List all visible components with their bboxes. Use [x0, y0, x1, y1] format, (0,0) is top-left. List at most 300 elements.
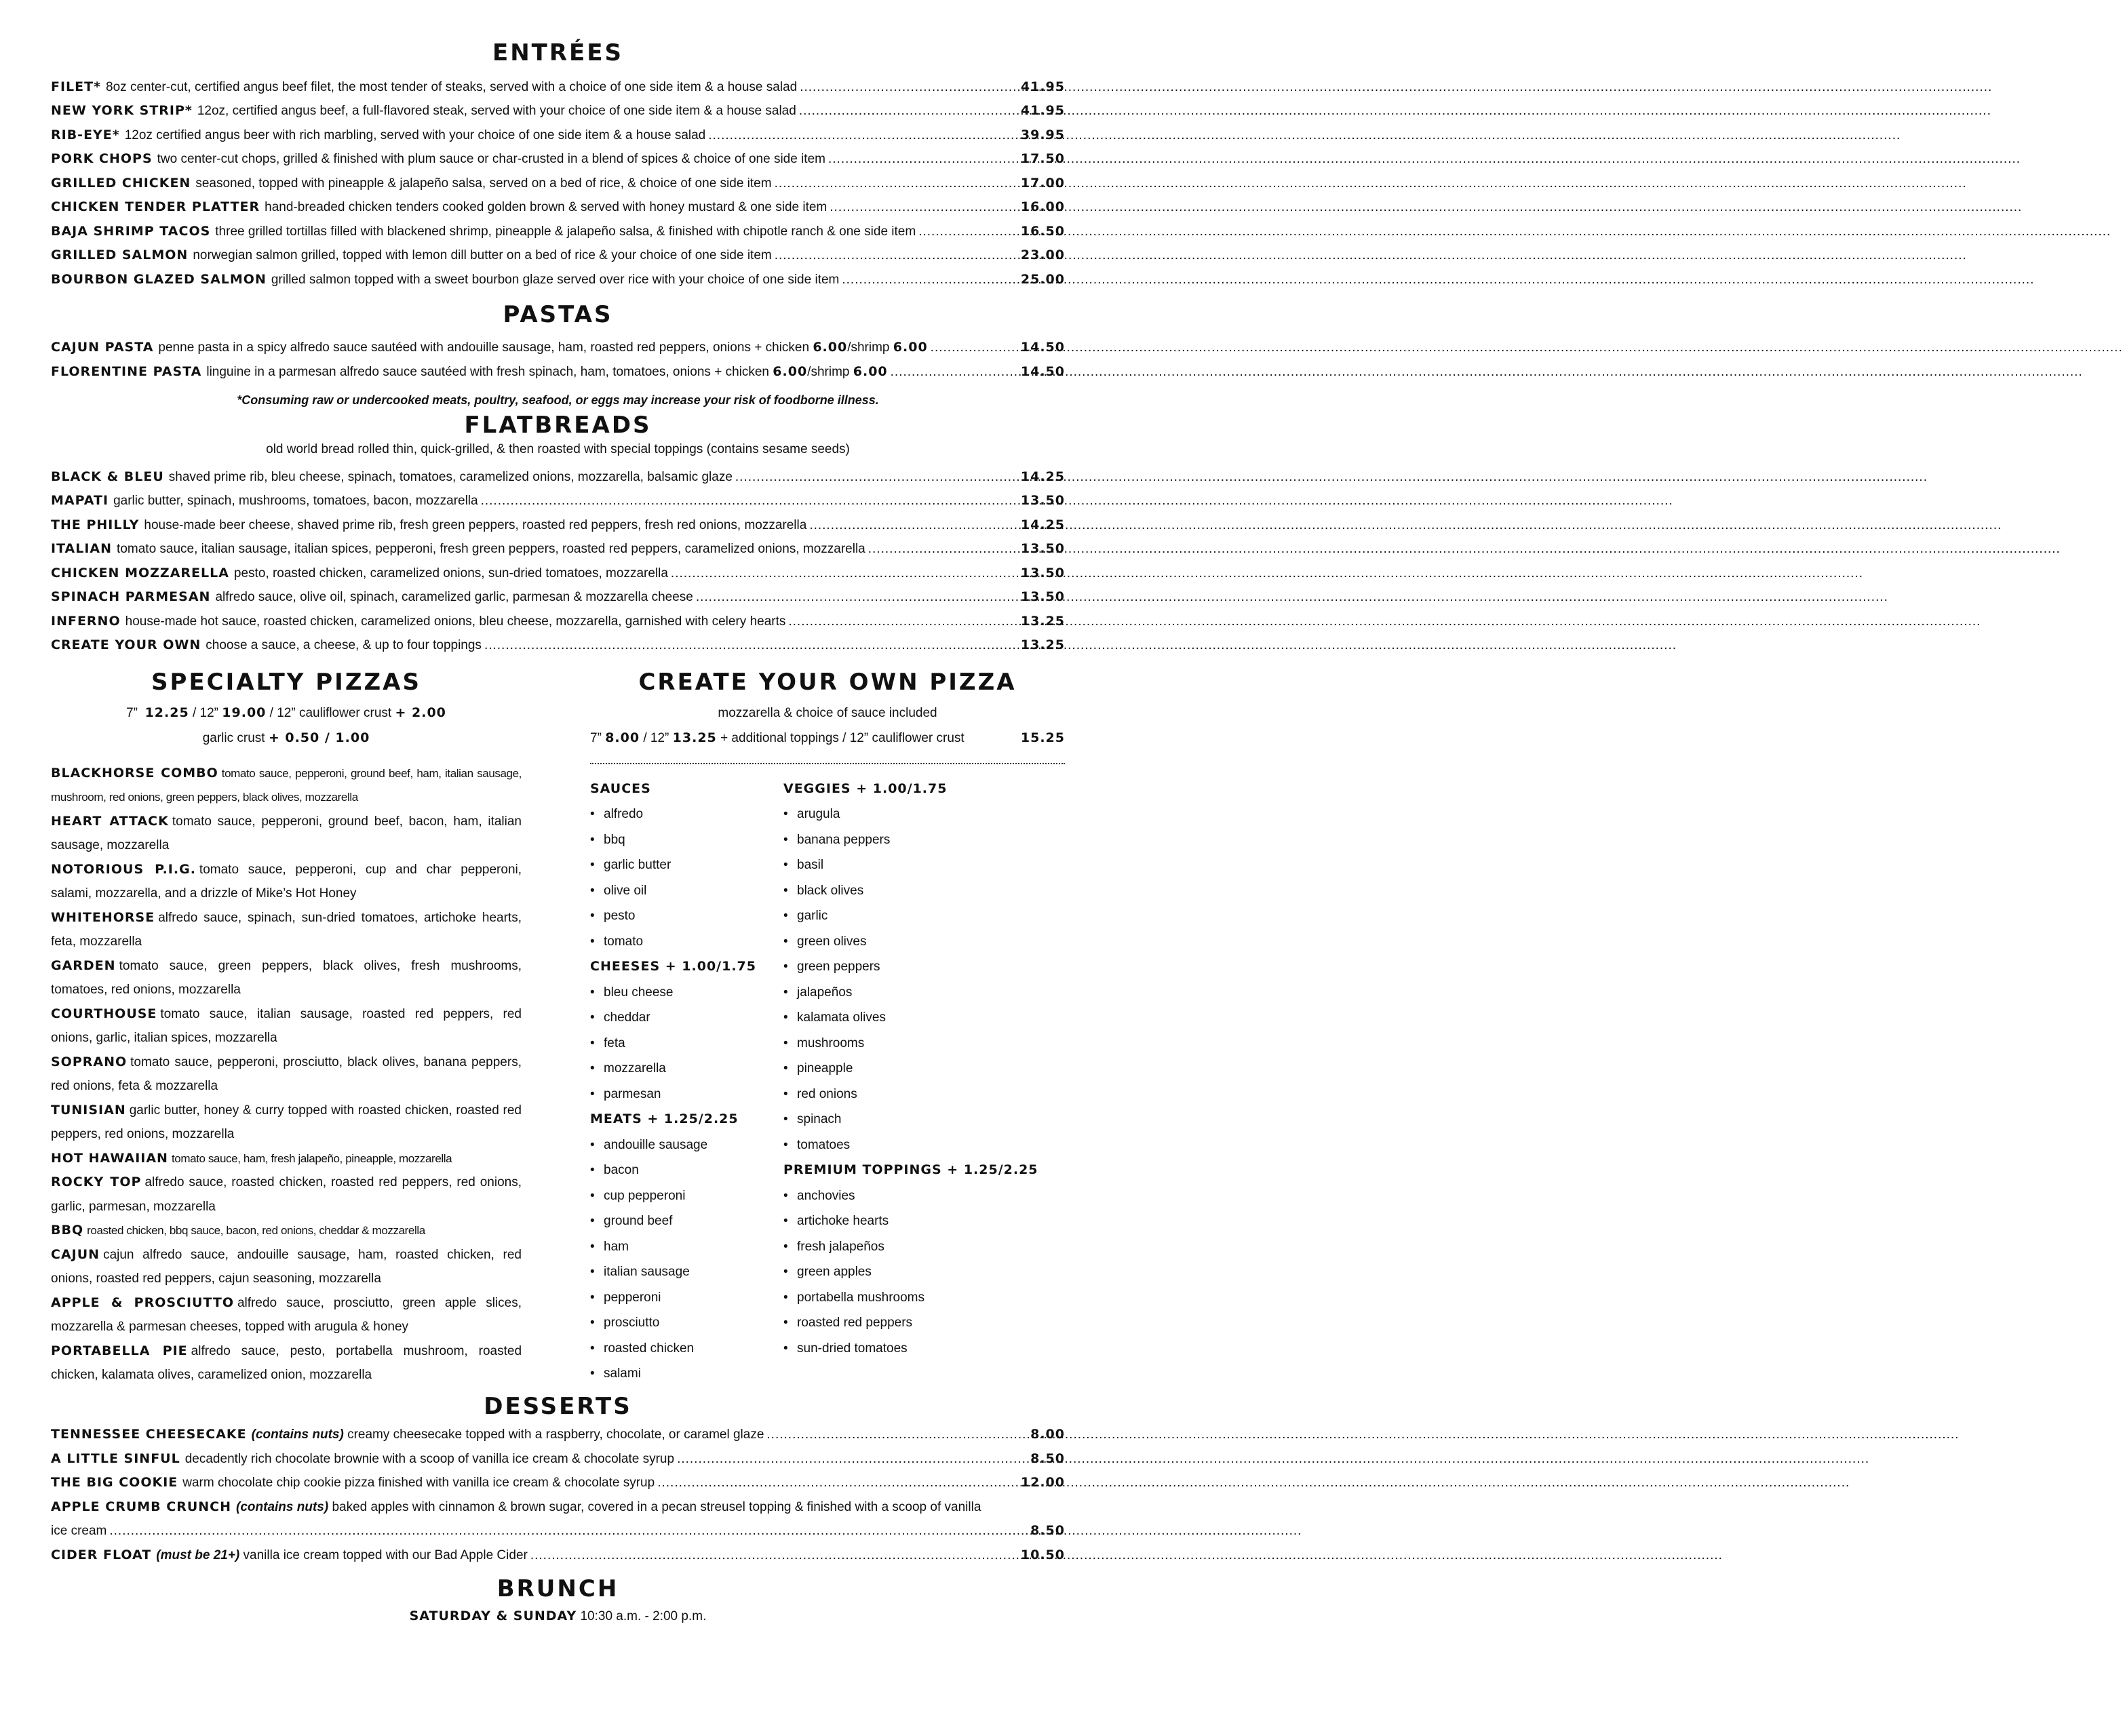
dot-leader: [766, 1423, 1028, 1447]
option-label: garlic: [797, 909, 828, 924]
item-note: (must be 21+): [156, 1547, 240, 1562]
list-item: • ham: [590, 1239, 629, 1254]
size-small: 7”: [126, 705, 138, 720]
item-price: 13.50: [1020, 493, 1065, 509]
item-name: TUNISIAN: [51, 1102, 126, 1118]
list-item: • parmesan: [590, 1086, 661, 1101]
option-label: mozzarella: [604, 1061, 666, 1076]
option-label: alfredo: [604, 807, 644, 822]
option-label: portabella mushrooms: [797, 1290, 924, 1305]
option-label: pepperoni: [604, 1290, 661, 1305]
item-desc: seasoned, topped with pineapple & jalapeño salsa, served on a bed of rice, & choice of one side item: [195, 176, 772, 191]
item-price: 10.50: [1020, 1547, 1065, 1562]
option-label: spinach: [797, 1112, 842, 1127]
option-label: tomatoes: [797, 1137, 851, 1152]
flatbreads-list: [51, 465, 1065, 658]
list-item: [51, 123, 1065, 148]
item-price: 14.50: [1020, 340, 1065, 355]
list-item: • roasted red peppers: [783, 1316, 913, 1330]
item-price: 16.50: [1020, 223, 1065, 239]
list-item: [51, 954, 522, 1002]
brunch-time: 10:30 a.m. - 2:00 p.m.: [580, 1609, 707, 1624]
cyo-column-a: [590, 776, 783, 1387]
list-item: [51, 268, 1065, 292]
item-price: 13.25: [1020, 613, 1065, 629]
dot-leader: [484, 633, 1018, 658]
addon-label: /shrimp: [807, 364, 850, 379]
item-desc: norwegian salmon grilled, topped with lemon dill butter on a bed of rice & your choice of one side item: [193, 248, 772, 263]
item-desc: house-made hot sauce, roasted chicken, caramelized onions, bleu cheese, mozzarella, garnished with celery hearts: [125, 614, 786, 629]
list-item: [51, 1099, 522, 1147]
item-desc: tomato sauce, ham, fresh jalapeño, pineapple, mozzarella: [171, 1151, 452, 1165]
item-name: PORK CHOPS: [51, 151, 153, 167]
list-item: [51, 810, 522, 858]
option-label: ham: [604, 1239, 629, 1254]
list-item: • mozzarella: [590, 1061, 666, 1076]
option-label: ground beef: [604, 1214, 673, 1229]
list-item: • kalamata olives: [783, 1010, 886, 1025]
list-item: • tomatoes: [783, 1137, 851, 1152]
option-label: italian sausage: [604, 1265, 690, 1280]
item-name: BOURBON GLAZED SALMON: [51, 271, 267, 287]
item-price: 14.25: [1020, 469, 1065, 484]
cauliflower-price: 15.25: [1020, 730, 1065, 745]
item-name: GARDEN: [51, 958, 116, 973]
item-name: APPLE CRUMB CRUNCH: [51, 1499, 232, 1514]
cauliflower-price: + 2.00: [395, 705, 446, 720]
option-label: anchovies: [797, 1188, 855, 1203]
item-note: (contains nuts): [236, 1499, 329, 1514]
item-desc: tomato sauce, green peppers, black olives, fresh mushrooms, tomatoes, red onions, mozzarella: [51, 958, 522, 998]
list-item: • feta: [590, 1035, 625, 1050]
option-label: prosciutto: [604, 1316, 660, 1330]
brunch-title: BRUNCH: [496, 1575, 619, 1603]
flatbreads-subtitle: old world bread rolled thin, quick-grilled, & then roasted with special toppings (contains sesame seeds): [266, 441, 850, 456]
item-desc: hand-breaded chicken tenders cooked golden brown & served with honey mustard & one side item: [265, 200, 827, 215]
list-item: [51, 1447, 1065, 1472]
item-name: BBQ: [51, 1223, 84, 1238]
item-desc: ice cream: [51, 1524, 107, 1539]
list-item: [51, 1471, 1065, 1495]
list-item: • salami: [590, 1366, 641, 1381]
item-desc: tomato sauce, italian sausage, roasted red peppers, red onions, garlic, italian spices, mozzarella: [51, 1006, 522, 1046]
list-item: • red onions: [783, 1086, 857, 1101]
item-price: 13.50: [1020, 589, 1065, 605]
dot-leader: [828, 147, 1018, 172]
item-name: TENNESSEE CHEESECAKE: [51, 1427, 247, 1442]
item-name: WHITEHORSE: [51, 909, 155, 925]
option-label: basil: [797, 858, 824, 873]
list-item: [51, 585, 1065, 610]
dot-leader: [775, 172, 1018, 196]
list-item: • ground beef: [590, 1214, 673, 1229]
item-price: 16.00: [1020, 199, 1065, 215]
desserts-list: [51, 1423, 1065, 1567]
item-name: ITALIAN: [51, 541, 113, 557]
garlic-label: garlic crust: [202, 730, 265, 745]
list-item: [51, 99, 1065, 123]
item-desc: garlic butter, spinach, mushrooms, tomatoes, bacon, mozzarella: [113, 494, 478, 509]
list-item: [51, 906, 522, 954]
garlic-crust-pricing: [51, 726, 522, 751]
cyo-column-b: [783, 776, 1065, 1387]
list-item: [51, 610, 1065, 634]
option-label: pineapple: [797, 1061, 853, 1076]
list-item: • bleu cheese: [590, 985, 674, 1000]
item-desc: two center-cut chops, grilled & finished with plum sauce or char-crusted in a blend of spices & choice of one side item: [157, 152, 825, 167]
item-name: NEW YORK STRIP*: [51, 103, 193, 119]
item-desc: decadently rich chocolate brownie with a scoop of vanilla ice cream & chocolate syrup: [184, 1451, 675, 1466]
list-item: [51, 1147, 522, 1171]
pasta-desc: linguine in a parmesan alfredo sauce sautéed with fresh spinach, ham, tomatoes, onions: [206, 364, 711, 379]
veggies-label: VEGGIES + 1.00/1.75: [783, 781, 948, 796]
item-name: FILET*: [51, 79, 102, 94]
item-name: CHICKEN TENDER PLATTER: [51, 199, 260, 215]
item-name: CAJUN PASTA: [51, 340, 154, 355]
item-name: PORTABELLA PIE: [51, 1343, 188, 1358]
cyo-options: [590, 776, 1065, 1387]
dot-leader: [481, 489, 1018, 513]
list-item: • pineapple: [783, 1061, 853, 1076]
item-name: GRILLED SALMON: [51, 248, 189, 263]
option-label: roasted chicken: [604, 1341, 695, 1356]
item-price: 12.00: [1020, 1475, 1065, 1491]
list-item: • jalapeños: [783, 985, 853, 1000]
create-your-own-pizza: [590, 669, 1065, 1387]
list-item: • artichoke hearts: [783, 1214, 889, 1229]
list-item: • green peppers: [783, 960, 880, 974]
cauliflower-label: / 12” cauliflower crust: [269, 705, 392, 720]
list-item: • arugula: [783, 807, 840, 822]
item-desc: three grilled tortillas filled with blackened shrimp, pineapple & jalapeño salsa, & finished with chipotle ranch & one side item: [215, 224, 916, 239]
item-desc: 8oz center-cut, certified angus beef filet, the most tender of steaks, served with a choice of one side item & a house salad: [106, 79, 798, 94]
item-price: 13.25: [1020, 637, 1065, 653]
item-desc: roasted chicken, bbq sauce, bacon, red onions, cheddar & mozzarella: [87, 1224, 425, 1238]
list-item: [51, 336, 1065, 360]
item-desc: warm chocolate chip cookie pizza finished with vanilla ice cream & chocolate syrup: [182, 1476, 655, 1491]
list-item: • italian sausage: [590, 1265, 690, 1280]
list-item: [51, 172, 1065, 196]
item-desc-text: creamy cheesecake topped with a raspberry, chocolate, or caramel glaze: [347, 1427, 764, 1442]
item-name: GRILLED CHICKEN: [51, 175, 191, 191]
list-item: [51, 195, 1065, 220]
dot-leader: [918, 220, 1018, 244]
item-price: 23.00: [1020, 248, 1065, 263]
cyo-size-pricing: [590, 726, 965, 751]
price-large: 13.25: [672, 730, 717, 745]
list-item: [51, 465, 1065, 490]
item-desc: choose a sauce, a cheese, & up to four toppings: [206, 638, 482, 653]
list-item: [51, 858, 522, 906]
item-price: 17.50: [1020, 151, 1065, 167]
list-item: [51, 513, 1065, 538]
list-item: [51, 1339, 522, 1387]
list-item: • bacon: [590, 1163, 639, 1178]
option-label: roasted red peppers: [797, 1316, 913, 1330]
dot-leader: [708, 123, 1018, 148]
item-name: HOT HAWAIIAN: [51, 1150, 168, 1166]
dot-leader: [809, 513, 1018, 538]
list-item: [51, 489, 1065, 513]
list-item: [51, 75, 1065, 100]
list-item: [51, 561, 1065, 586]
dot-leader: [891, 360, 1018, 384]
item-price: 14.25: [1020, 517, 1065, 532]
list-item: • cup pepperoni: [590, 1188, 686, 1203]
item-desc: grilled salmon topped with a sweet bourbon glaze served over rice with your choice of one side item: [271, 272, 840, 287]
dot-leader: [799, 99, 1018, 123]
list-item: • banana peppers: [783, 832, 891, 847]
list-item: • portabella mushrooms: [783, 1290, 924, 1305]
item-price: 8.50: [1030, 1523, 1065, 1539]
list-item: • roasted chicken: [590, 1341, 695, 1356]
dot-leader: [931, 336, 1018, 360]
dot-leader: [868, 537, 1018, 561]
option-label: red onions: [797, 1086, 857, 1101]
option-label: green apples: [797, 1265, 872, 1280]
item-desc: alfredo sauce, pesto, portabella mushroom, roasted chicken, kalamata olives, caramelized onion, mozzarella: [51, 1343, 522, 1383]
food-safety-notice: *Consuming raw or undercooked meats, poultry, seafood, or eggs may increase your risk of foodborne illness.: [237, 393, 879, 408]
item-name: BAJA SHRIMP TACOS: [51, 223, 211, 239]
item-desc-text: vanilla ice cream topped with our Bad Apple Cider: [243, 1547, 528, 1562]
flatbreads-title: FLATBREADS: [464, 412, 652, 439]
size-large: / 12”: [192, 705, 218, 720]
list-item: • garlic butter: [590, 858, 671, 873]
list-item: • anchovies: [783, 1188, 855, 1203]
pastas-title: PASTAS: [503, 301, 613, 329]
size-large: / 12”: [643, 730, 669, 745]
item-desc: [158, 336, 927, 360]
item-desc: tomato sauce, pepperoni, ground beef, bacon, ham, italian sausage, mozzarella: [51, 814, 522, 853]
list-item: [51, 360, 1065, 384]
list-item: [51, 147, 1065, 172]
addon-label: + chicken: [754, 340, 810, 355]
item-desc: [206, 360, 887, 384]
entrees-list: [51, 75, 1065, 292]
option-label: pesto: [604, 909, 636, 924]
entrees-title: ENTRÉES: [492, 39, 623, 66]
option-label: arugula: [797, 807, 840, 822]
price-small: 8.00: [605, 730, 640, 745]
list-item: • green apples: [783, 1265, 872, 1280]
size-small: 7”: [590, 730, 602, 745]
list-item: [51, 1243, 522, 1291]
dot-leader: [671, 561, 1018, 586]
item-desc: alfredo sauce, spinach, sun-dried tomatoes, artichoke hearts, feta, mozzarella: [51, 910, 522, 949]
dot-leader: [657, 1471, 1018, 1495]
list-item: • fresh jalapeños: [783, 1239, 884, 1254]
item-desc: alfredo sauce, roasted chicken, roasted red peppers, red onions, garlic, parmesan, mozzarella: [51, 1175, 522, 1214]
item-name: MAPATI: [51, 493, 109, 509]
item-desc: 12oz, certified angus beef, a full-flavored steak, served with your choice of one side item & a house salad: [197, 104, 796, 119]
garlic-price: + 0.50 / 1.00: [268, 730, 370, 745]
item-desc: tomato sauce, italian sausage, italian spices, pepperoni, fresh green peppers, roasted red peppers, caramelized onions, mozzarella: [117, 542, 865, 557]
list-item: [51, 1219, 522, 1243]
option-label: artichoke hearts: [797, 1214, 889, 1229]
option-label: fresh jalapeños: [797, 1239, 884, 1254]
cyo-subtitle: mozzarella & choice of sauce included: [718, 705, 937, 720]
item-price: 13.50: [1020, 541, 1065, 557]
item-desc: house-made beer cheese, shaved prime rib, fresh green peppers, roasted red peppers, fresh red onions, mozzarella: [144, 517, 807, 532]
option-label: bbq: [604, 832, 625, 847]
item-desc: [252, 1423, 764, 1447]
list-item: • cheddar: [590, 1010, 650, 1025]
list-item: • bbq: [590, 832, 625, 847]
option-label: bleu cheese: [604, 985, 674, 1000]
option-label: olive oil: [604, 883, 647, 898]
addon-price: 6.00: [893, 340, 928, 355]
list-item: [51, 762, 522, 810]
option-label: parmesan: [604, 1086, 661, 1101]
option-label: andouille sausage: [604, 1137, 708, 1152]
list-item: • basil: [783, 858, 824, 873]
price-large: 19.00: [222, 705, 267, 720]
item-name: BLACK & BLEU: [51, 469, 164, 484]
item-name: BLACKHORSE COMBO: [51, 765, 218, 781]
option-label: tomato: [604, 934, 644, 949]
list-item: [51, 1050, 522, 1099]
item-price: 8.50: [1030, 1451, 1065, 1466]
item-name: CAJUN: [51, 1246, 100, 1262]
list-item-continued: [51, 1519, 1065, 1543]
item-price: 25.00: [1020, 271, 1065, 287]
item-name: CREATE YOUR OWN: [51, 637, 201, 653]
item-name: NOTORIOUS P.I.G.: [51, 861, 196, 877]
addon-label: + chicken: [714, 364, 769, 379]
option-label: sun-dried tomatoes: [797, 1341, 908, 1356]
cyo-pricing: [590, 726, 1065, 751]
dot-leader: [775, 243, 1018, 268]
list-item: [51, 633, 1065, 658]
option-label: green peppers: [797, 960, 880, 974]
list-item: [51, 1291, 522, 1339]
option-label: banana peppers: [797, 832, 891, 847]
item-name: FLORENTINE PASTA: [51, 363, 202, 379]
item-desc: 12oz certified angus beer with rich marbling, served with your choice of one side item & a house salad: [124, 127, 706, 142]
item-price: 41.95: [1020, 103, 1065, 119]
option-label: cup pepperoni: [604, 1188, 686, 1203]
dot-leader: [677, 1447, 1028, 1472]
meats-label: MEATS + 1.25/2.25: [590, 1111, 739, 1127]
dot-leader: [109, 1519, 1028, 1543]
item-name: SOPRANO: [51, 1054, 128, 1069]
premium-label: PREMIUM TOPPINGS + 1.25/2.25: [783, 1162, 1038, 1178]
list-item: [51, 243, 1065, 268]
list-item: [51, 1170, 522, 1219]
option-label: cheddar: [604, 1010, 650, 1025]
list-item: • alfredo: [590, 807, 644, 822]
specialty-pizzas: [51, 669, 522, 1387]
item-name: RIB-EYE*: [51, 127, 120, 142]
item-desc-text: baked apples with cinnamon & brown sugar, covered in a pecan streusel topping & finished with a scoop of vanilla: [332, 1499, 981, 1514]
dot-leader: [788, 610, 1018, 634]
cyo-title: CREATE YOUR OWN PIZZA: [638, 668, 1017, 696]
item-desc: [156, 1543, 528, 1568]
item-name: A LITTLE SINFUL: [51, 1451, 180, 1466]
item-name: CHICKEN MOZZARELLA: [51, 565, 229, 580]
list-item: [51, 537, 1065, 561]
additional-label: + additional toppings / 12” cauliflower crust: [720, 730, 965, 745]
list-item: [51, 1002, 522, 1050]
item-name: COURTHOUSE: [51, 1006, 157, 1021]
brunch-days: SATURDAY & SUNDAY: [409, 1609, 577, 1624]
pasta-desc: penne pasta in a spicy alfredo sauce sautéed with andouille sausage, ham, roasted red peppers, onions: [158, 340, 751, 355]
dot-leader: [800, 75, 1018, 100]
specialty-list: [51, 762, 522, 1387]
pizza-section: [51, 669, 1065, 1387]
desserts-section: [51, 1393, 1065, 1568]
option-label: kalamata olives: [797, 1010, 886, 1025]
list-item: [51, 220, 1065, 244]
divider: [590, 751, 1065, 764]
specialty-title: SPECIALTY PIZZAS: [151, 668, 421, 696]
pastas-list: [51, 336, 1065, 384]
dot-leader: [530, 1543, 1018, 1568]
item-name: THE PHILLY: [51, 517, 140, 532]
list-item: [51, 1495, 1065, 1520]
option-label: bacon: [604, 1163, 639, 1178]
item-desc: [236, 1495, 981, 1520]
option-label: green olives: [797, 934, 867, 949]
addon-label: /shrimp: [847, 340, 890, 355]
item-desc: alfredo sauce, prosciutto, green apple slices, mozzarella & parmesan cheeses, topped with arugula & honey: [51, 1295, 522, 1335]
list-item: [51, 1423, 1065, 1447]
list-item: • pesto: [590, 909, 636, 924]
item-name: CIDER FLOAT: [51, 1547, 152, 1562]
list-item: • garlic: [783, 909, 828, 924]
price-small: 12.25: [144, 705, 189, 720]
list-item: • tomato: [590, 934, 644, 949]
item-name: APPLE & PROSCIUTTO: [51, 1295, 234, 1310]
item-desc: tomato sauce, pepperoni, cup and char pepperoni, salami, mozzarella, and a drizzle of Mike’s Hot Honey: [51, 862, 522, 901]
list-item: • andouille sausage: [590, 1137, 708, 1152]
item-desc: shaved prime rib, bleu cheese, spinach, tomatoes, caramelized onions, mozzarella, balsamic glaze: [168, 469, 733, 484]
item-price: 17.00: [1020, 175, 1065, 191]
option-label: mushrooms: [797, 1035, 865, 1050]
item-price: 41.95: [1020, 79, 1065, 94]
item-desc: alfredo sauce, olive oil, spinach, caramelized garlic, parmesan & mozzarella cheese: [215, 590, 693, 605]
addon-price: 6.00: [773, 363, 808, 379]
option-label: salami: [604, 1366, 641, 1381]
desserts-title: DESSERTS: [484, 1392, 632, 1420]
item-price: 39.95: [1020, 127, 1065, 142]
sauces-label: SAUCES: [590, 781, 651, 796]
item-name: SPINACH PARMESAN: [51, 589, 211, 605]
option-label: black olives: [797, 883, 864, 898]
specialty-pricing: [51, 701, 522, 726]
item-name: THE BIG COOKIE: [51, 1475, 178, 1491]
item-price: 14.50: [1020, 363, 1065, 379]
item-price: 13.50: [1020, 565, 1065, 580]
list-item: • black olives: [783, 883, 864, 898]
item-desc: tomato sauce, pepperoni, ground beef, ham, italian sausage, mushroom, red onions, green peppers, black olives, mozzarella: [51, 766, 522, 804]
item-desc: pesto, roasted chicken, caramelized onions, sun-dried tomatoes, mozzarella: [233, 566, 668, 580]
option-label: garlic butter: [604, 858, 671, 873]
cheeses-label: CHEESES + 1.00/1.75: [590, 959, 756, 974]
list-item: • mushrooms: [783, 1035, 865, 1050]
item-name: ROCKY TOP: [51, 1175, 142, 1190]
dot-leader: [735, 465, 1018, 490]
item-name: INFERNO: [51, 613, 121, 629]
item-note: (contains nuts): [251, 1427, 344, 1442]
option-label: jalapeños: [797, 985, 853, 1000]
item-desc: garlic butter, honey & curry topped with roasted chicken, roasted red peppers, red onions, mozzarella: [51, 1103, 522, 1142]
list-item: • green olives: [783, 934, 867, 949]
list-item: • spinach: [783, 1112, 842, 1127]
list-item: • pepperoni: [590, 1290, 661, 1305]
item-desc: tomato sauce, pepperoni, prosciutto, black olives, banana peppers, red onions, feta & mozzarella: [51, 1054, 522, 1094]
list-item: [51, 1543, 1065, 1568]
